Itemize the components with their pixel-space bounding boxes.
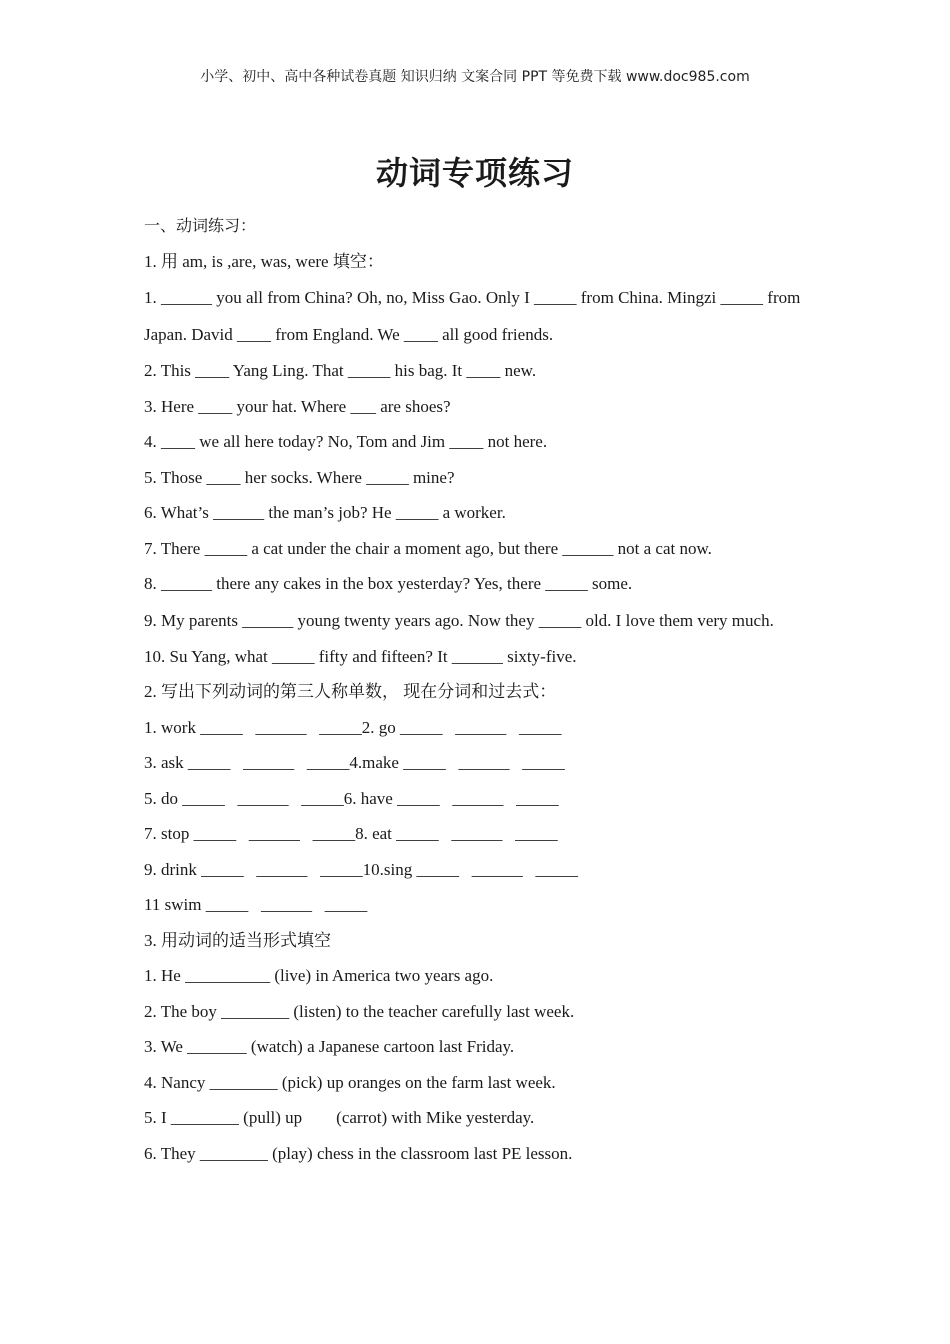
part2-row: 9. drink _____ ______ _____10.sing _____ ______ _____	[144, 859, 578, 879]
part1-item: 4. ____ we all here today? No, Tom and Jim ____ not here.	[144, 432, 548, 451]
part1-item: 5. Those ____ her socks. Where _____ mine?	[144, 467, 455, 487]
part2-row: 11 swim _____ ______ _____	[144, 895, 368, 914]
part2-row: 1. work _____ ______ _____2. go _____ ______ _____	[144, 717, 562, 737]
part3-instruction: 3. 用动词的适当形式填空	[144, 930, 331, 950]
part1-item: 6. What’s ______ the man’s job? He _____ a worker.	[144, 503, 506, 522]
part3-item: 5. I ________ (pull) up (carrot) with Mike yesterday.	[144, 1108, 535, 1127]
part2-instruction: 2. 写出下列动词的第三人称单数， 现在分词和过去式：	[144, 682, 557, 701]
part1-item: 1. ______ you all from China? Oh, no, Miss Gao. Only I _____ from China. Mingzi _____ from Japan. David ____ from England. We ____ all good friends.	[144, 288, 801, 344]
page-title: 动词专项练习	[375, 154, 574, 192]
part1-item: 10. Su Yang, what _____ fifty and fifteen? It ______ sixty-five.	[144, 646, 577, 666]
part1-item: 3. Here ____ your hat. Where ___ are shoes?	[144, 396, 451, 416]
part3-item: 4. Nancy ________ (pick) up oranges on the farm last week.	[144, 1072, 556, 1092]
part1-item: 7. There _____ a cat under the chair a moment ago, but there ______ not a cat now.	[144, 538, 712, 558]
part2-row: 3. ask _____ ______ _____4.make _____ ______ _____	[144, 753, 565, 772]
part1-item: 9. My parents ______ young twenty years ago. Now they _____ old. I love them very much.	[144, 610, 774, 630]
section-heading: 一、动词练习：	[144, 216, 257, 235]
part3-item: 2. The boy ________ (listen) to the teacher carefully last week.	[144, 1001, 575, 1021]
part2-row: 5. do _____ ______ _____6. have _____ ______ _____	[144, 788, 559, 808]
part1-instruction: 1. 用 am, is ,are, was, were 填空：	[144, 251, 384, 271]
page-header: 小学、初中、高中各种试卷真题 知识归纳 文案合同 PPT 等免费下载 www.doc985.com	[200, 69, 750, 85]
part1-item: 8. ______ there any cakes in the box yesterday? Yes, there _____ some.	[144, 574, 633, 593]
part1-item: 2. This ____ Yang Ling. That _____ his bag. It ____ new.	[144, 361, 537, 380]
worksheet-content	[144, 208, 814, 1171]
part3-item: 1. He __________ (live) in America two years ago.	[144, 966, 494, 985]
part3-item: 6. They ________ (play) chess in the classroom last PE lesson.	[144, 1143, 573, 1163]
part2-row: 7. stop _____ ______ _____8. eat _____ ______ _____	[144, 824, 558, 843]
part3-item: 3. We _______ (watch) a Japanese cartoon last Friday.	[144, 1037, 515, 1056]
